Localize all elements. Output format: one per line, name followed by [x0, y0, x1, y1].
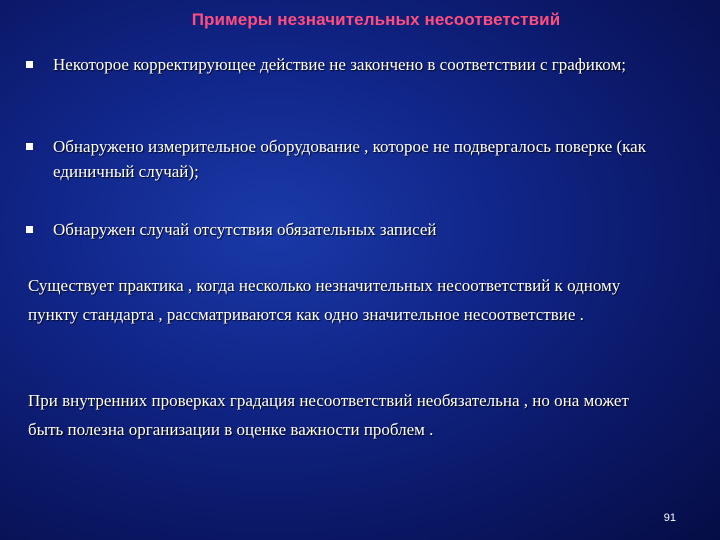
bullet-text: Обнаружен случай отсутствия обязательных записей: [53, 220, 437, 239]
slide-title: Примеры незначительных несоответствий: [191, 10, 561, 29]
square-bullet-icon: [26, 61, 33, 68]
paragraph-internal-audits: При внутренних проверках градация несоответствий необязательна , но она может быть полезна организации в оценке важности проблем .: [28, 391, 629, 439]
bullet-text: Обнаружено измерительное оборудование , которое не подвергалось поверке (как единичный случай);: [53, 137, 646, 181]
square-bullet-icon: [26, 143, 33, 150]
paragraph-practice: Существует практика , когда несколько незначительных несоответствий к одному пункту стандарта , рассматриваются как одно значительное несоответствие .: [28, 276, 621, 324]
square-bullet-icon: [26, 226, 33, 233]
bullet-text: Некоторое корректирующее действие не закончено в соответствии с графиком;: [53, 55, 626, 74]
page-number: 91: [663, 512, 676, 524]
